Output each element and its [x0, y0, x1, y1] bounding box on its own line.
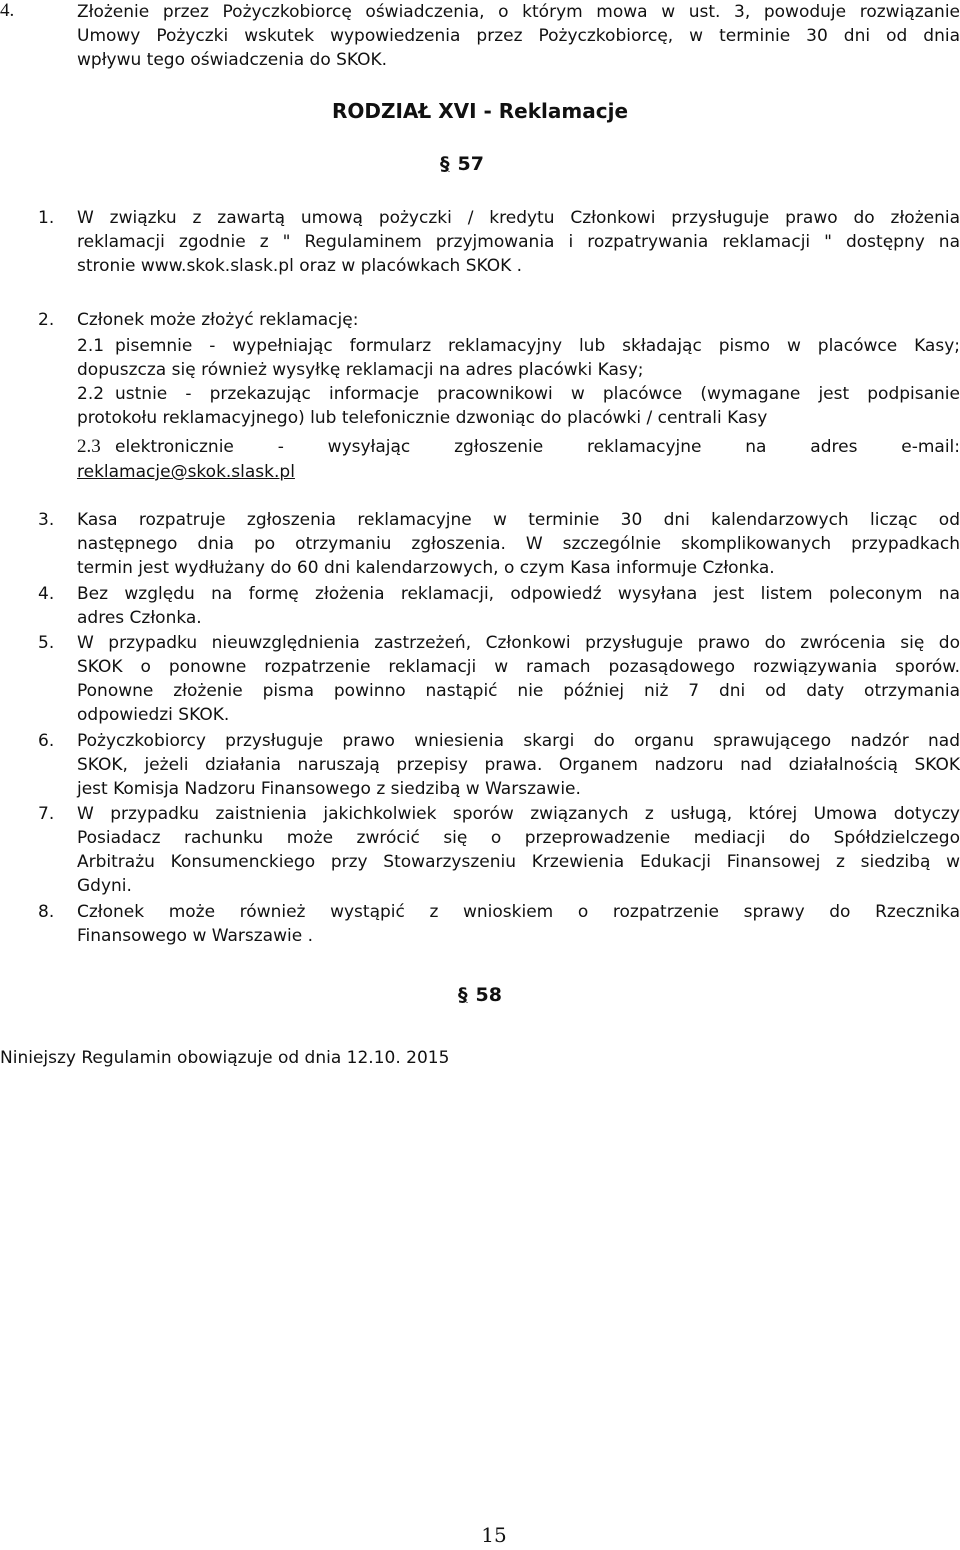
- text-line: Ponowne złożenie pisma powinno nastąpić nie później niż 7 dni od daty otrzymania: [77, 681, 960, 701]
- text-line: jest Komisja Nadzoru Finansowego z siedzibą w Warszawie.: [77, 779, 581, 799]
- text-line: reklamacji zgodnie z " Regulaminem przyjmowania i rozpatrywania reklamacji " dostępny na: [77, 232, 960, 252]
- validity-statement: Niniejszy Regulamin obowiązuje od dnia 12.10. 2015: [0, 1048, 450, 1068]
- paragraph-58-heading: [458, 981, 502, 1009]
- section-sign: §: [440, 153, 450, 175]
- email-link[interactable]: reklamacje@skok.slask.pl: [77, 462, 295, 482]
- text-line: elektronicznie - wysyłając zgłoszenie reklamacyjne na adres e-mail:: [115, 437, 960, 457]
- text-line: Bez względu na formę złożenia reklamacji, odpowiedź wysyłana jest listem poleconym na: [77, 584, 960, 604]
- sub-item-number: 2.2: [77, 384, 105, 404]
- text-line: Złożenie przez Pożyczkobiorcę oświadczenia, o którym mowa w ust. 3, powoduje rozwiązanie: [77, 2, 960, 22]
- text-line: Posiadacz rachunku może zwrócić się o przeprowadzenie mediacji do Spółdzielczego: [77, 828, 960, 848]
- sub-item-number: 2.3: [77, 436, 101, 457]
- text-line: Arbitrażu Konsumenckiego przy Stowarzyszeniu Krzewienia Edukacji Finansowej z siedzibą w: [77, 852, 960, 872]
- item-text: [77, 729, 960, 801]
- text-line: Finansowego w Warszawie .: [77, 926, 313, 946]
- item-text: [77, 631, 960, 727]
- sub-item-text: [77, 334, 960, 382]
- item-text: [77, 802, 960, 898]
- item-number: 2.: [38, 310, 55, 330]
- sub-item-text: [77, 434, 960, 484]
- item-number: 1.: [38, 208, 55, 228]
- item-number: 4.: [38, 584, 55, 604]
- text-line: W przypadku zaistnienia jakichkolwiek sporów związanych z usługą, której Umowa dotyczy: [77, 804, 960, 824]
- section-sign: §: [458, 984, 468, 1006]
- text-line: protokołu reklamacyjnego) lub telefonicznie dzwoniąc do placówki / centrali Kasy: [77, 408, 768, 428]
- text-line: Gdyni.: [77, 876, 132, 896]
- chapter-title: RODZIAŁ XVI - Reklamacje: [331, 99, 629, 123]
- item-number: 7.: [38, 804, 55, 824]
- sub-item-text: [77, 382, 960, 430]
- text-line: ustnie - przekazując informacje pracownikowi w placówce (wymagane jest podpisanie: [115, 384, 960, 404]
- text-line: odpowiedzi SKOK.: [77, 705, 230, 725]
- text-line: Umowy Pożyczki wskutek wypowiedzenia przez Pożyczkobiorcę, w terminie 30 dni od dnia: [77, 26, 960, 46]
- item-text: [77, 508, 960, 580]
- text-line: Członek może również wystąpić z wnioskiem o rozpatrzenie sprawy do Rzecznika: [77, 902, 960, 922]
- item-number: 5.: [38, 633, 55, 653]
- text-line: Kasa rozpatruje zgłoszenia reklamacyjne w terminie 30 dni kalendarzowych licząc od: [77, 510, 960, 530]
- text-line: Pożyczkobiorcy przysługuje prawo wniesienia skargi do organu sprawującego nadzór nad: [77, 731, 960, 751]
- text-line: pisemnie - wypełniając formularz reklamacyjny lub składając pismo w placówce Kasy;: [115, 336, 960, 356]
- text-line: termin jest wydłużany do 60 dni kalendarzowych, o czym Kasa informuje Członka.: [77, 558, 775, 578]
- page-number: 15: [481, 1523, 507, 1547]
- text-line: następnego dnia po otrzymaniu zgłoszenia. W szczególnie skomplikowanych przypadkach: [77, 534, 960, 554]
- paragraph-57-heading: [440, 150, 484, 178]
- item-text: [77, 308, 960, 332]
- text-line: dopuszcza się również wysyłkę reklamacji na adres placówki Kasy;: [77, 360, 644, 380]
- item-number: 6.: [38, 731, 55, 751]
- text-line: adres Członka.: [77, 608, 202, 628]
- item-text: [77, 0, 960, 72]
- text-line: wpływu tego oświadczenia do SKOK.: [77, 50, 388, 70]
- paragraph-number: 57: [457, 153, 484, 175]
- email-line: [77, 460, 960, 484]
- text-line: SKOK, jeżeli działania naruszają przepisy prawa. Organem nadzoru nad działalnością SKOK: [77, 755, 960, 775]
- item-number: 3.: [38, 510, 55, 530]
- text-line: Członek może złożyć reklamację:: [77, 310, 359, 330]
- text-line: stronie www.skok.slask.pl oraz w placówkach SKOK .: [77, 256, 523, 276]
- item-text: [77, 582, 960, 630]
- text-line: W związku z zawartą umową pożyczki / kredytu Członkowi przysługuje prawo do złożenia: [77, 208, 960, 228]
- sub-item-number: 2.1: [77, 336, 105, 356]
- item-text: [77, 206, 960, 278]
- paragraph-number: 58: [475, 984, 502, 1006]
- item-text: [77, 900, 960, 948]
- item-number: 8.: [38, 902, 55, 922]
- text-line: SKOK o ponowne rozpatrzenie reklamacji w ramach pozasądowego rozwiązywania sporów.: [77, 657, 960, 677]
- item-number: 4.: [0, 0, 15, 21]
- text-line: W przypadku nieuwzględnienia zastrzeżeń, Członkowi przysługuje prawo do zwrócenia się do: [77, 633, 960, 653]
